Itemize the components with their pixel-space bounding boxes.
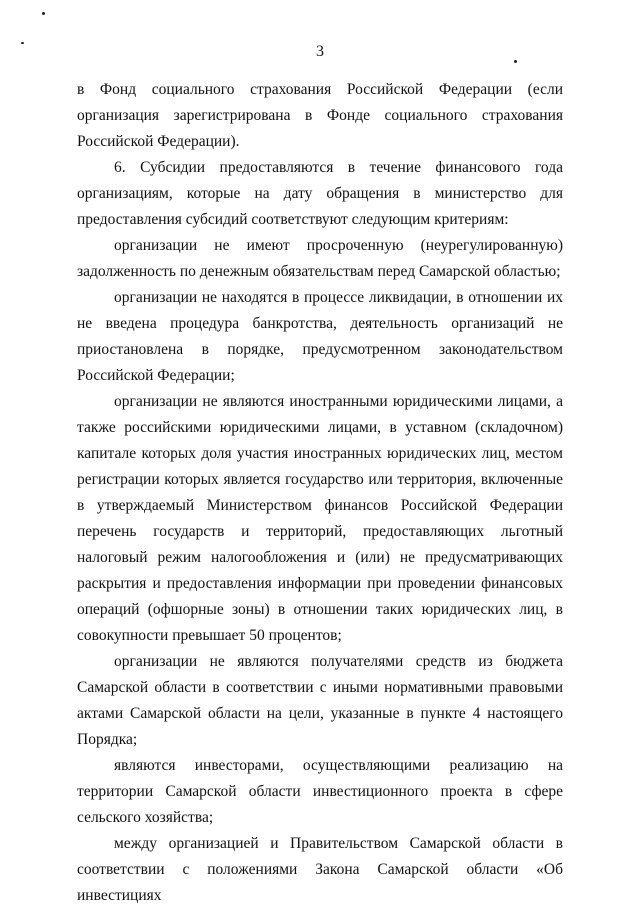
paragraph: 6. Субсидии предоставляются в течение финансового года организациям, которые на дату обращения в министерство для предоставления субсидий соответствуют следующим критериям: — [77, 159, 563, 228]
page-number: 3 — [316, 43, 324, 60]
paragraph: организации не находятся в процессе ликвидации, в отношении их не введена процедура банкротства, деятельность организаций не приостановлена в порядке, предусмотренном законодательством Российской Федерации; — [77, 289, 563, 384]
paragraph: между организацией и Правительством Самарской области в соответствии с положениями Закона Самарской области «Об инвестициях — [77, 835, 563, 904]
paragraph: в Фонд социального страхования Российской Федерации (если организация зарегистрирована в Фонде социального страхования Российской Федерации). — [77, 81, 563, 150]
paragraph: организации не являются иностранными юридическими лицами, а также российскими юридическими лицами, в уставном (складочном) капитале которых доля участия иностранных юридических лиц, местом регистрации которых является государство или территория, включенные в утверждаемый Министерством финансов Российской Федерации перечень государств и территорий, предоставляющих льготный налоговый режим налогообложения и (или) не предусматривающих раскрытия и предоставления информации при проведении финансовых операций (офшорные зоны) в отношении таких юридических лиц, в совокупности превышает 50 процентов; — [77, 393, 563, 644]
paragraph: организации не являются получателями средств из бюджета Самарской области в соответствии с иными нормативными правовыми актами Самарской области на цели, указанные в пункте 4 настоящего Порядка; — [77, 653, 563, 748]
document-body — [77, 77, 563, 909]
scan-speck — [42, 12, 45, 15]
paragraph: организации не имеют просроченную (неурегулированную) задолженность по денежным обязательствам перед Самарской областью; — [77, 237, 563, 280]
paragraph: являются инвесторами, осуществляющими реализацию на территории Самарской области инвестиционного проекта в сфере сельского хозяйства; — [77, 757, 563, 826]
